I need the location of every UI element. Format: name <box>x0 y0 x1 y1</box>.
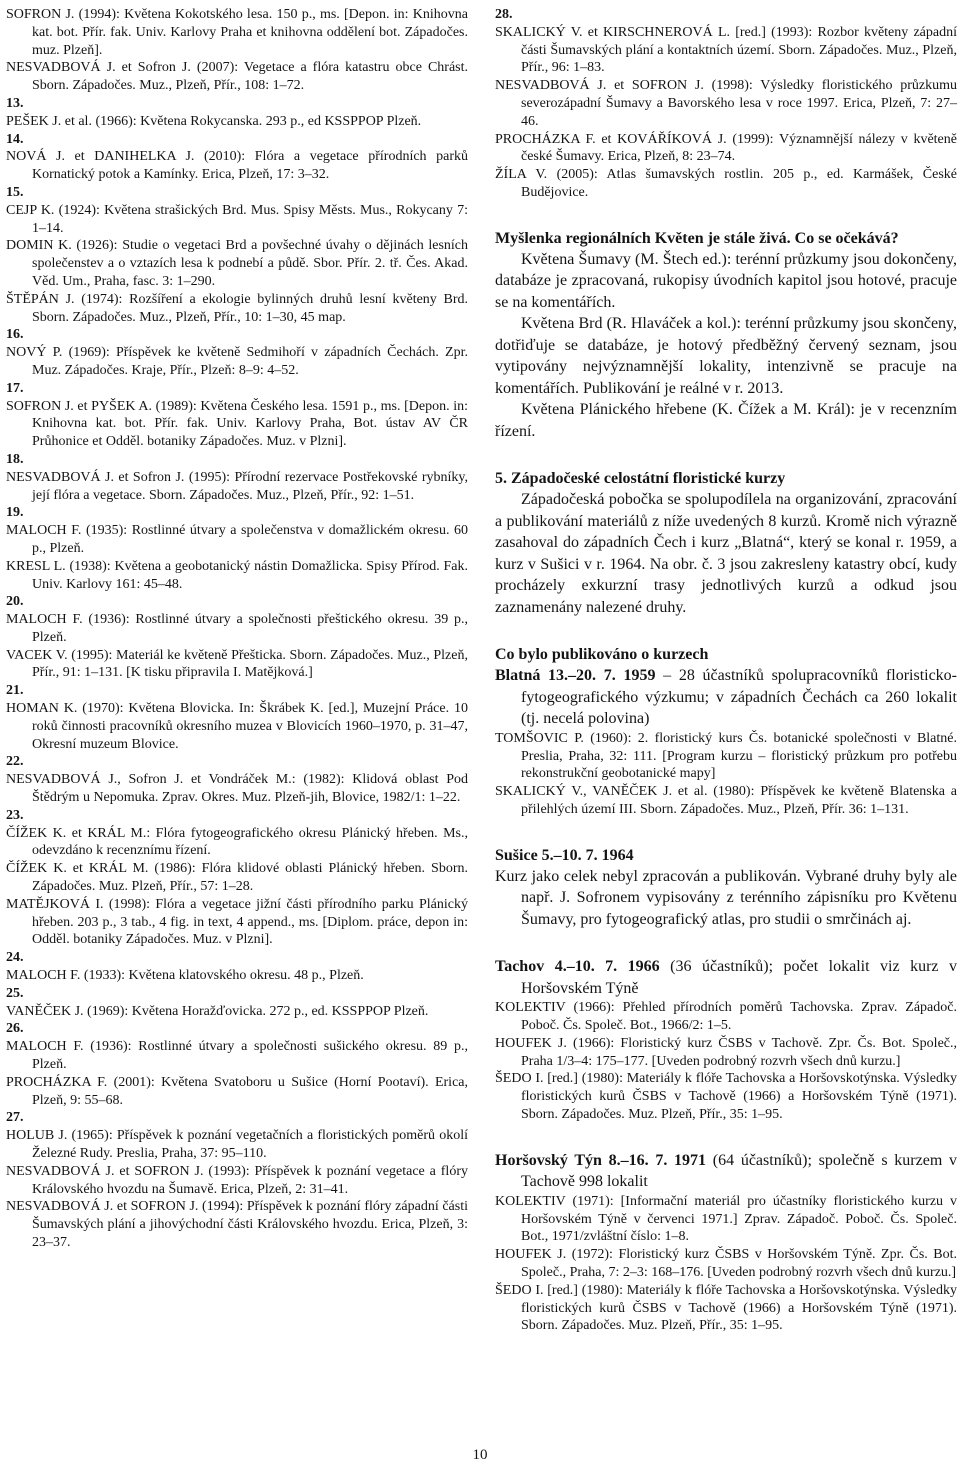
body-paragraph: Západočeská pobočka se spolupodílela na organizování, zpracování a publikování materiálů z níže uvedených 8 kurzů. Kromě nich výrazně zasahoval do západních Čech i kurz „Blatná“, který se konal r. 1959, a kurz v Sušici v r. 1964. Na obr. č. 3 jsou zakresleny katastry obcí, kudy procházely exkurzní trasy jednotlivých kurzů a odkud jsou zaznamenány nalezené druhy. <box>495 491 957 616</box>
reference-entry: KOLEKTIV (1966): Přehled přírodních poměrů Tachovska. Zprav. Západoč. Poboč. Čs. Společ. Bot., 1966/2: 1–5. <box>495 1000 957 1034</box>
section-spacer <box>495 618 957 644</box>
section-spacer <box>495 819 957 845</box>
body-paragraph: Květena Brd (R. Hlaváček a kol.): terénní průzkumy jsou skončeny, dotřiďuje se databáze, je hotový předběžný červený seznam, jsou vytipovány nejvýznamnější lokality, intenzivně se pracuje na komentářích. Publikování je reálné v r. 2013. <box>495 315 957 397</box>
reference-entry: VACEK V. (1995): Materiál ke květeně Přešticka. Sborn. Západočes. Muz., Plzeň, Přír., 91: 1–131. [K tisku připravila I. Matějková.] <box>6 647 468 681</box>
course-heading <box>495 1150 957 1193</box>
right-column <box>495 6 957 1335</box>
section-heading: Sušice 5.–10. 7. 1964 <box>495 846 634 864</box>
course-description: – 28 účastníků spolupracovníků floristicko-fytogeografického výzkumu; v západních Čechách ca 260 lokalit (tj. necelá polovina) <box>521 667 958 728</box>
section-spacer <box>495 442 957 468</box>
reference-entry: MALOCH F. (1933): Květena klatovského okresu. 48 p., Plzeň. <box>6 968 364 984</box>
reference-entry: PROCHÁZKA F. et KOVÁŘÍKOVÁ J. (1999): Významnější nálezy v květeně české Šumavy. Erica, Plzeň, 8: 23–74. <box>495 131 957 165</box>
reference-entry: ČÍŽEK K. et KRÁL M. (1986): Flóra klidové oblasti Plánický hřeben. Sborn. Západočes. Muz. Plzeň, Přír., 57: 1–28. <box>6 861 468 895</box>
reference-group-number: 23. <box>6 807 24 823</box>
section-spacer <box>495 930 957 956</box>
reference-entry: ŠTĚPÁN J. (1974): Rozšíření a ekologie bylinných druhů lesní květeny Brd. Sborn. Západočes. Muz., Plzeň, Přír., 10: 1–30, 45 map. <box>6 291 468 325</box>
reference-group-number: 19. <box>6 505 24 521</box>
reference-entry: PROCHÁZKA F. (2001): Květena Svatoboru u Sušice (Horní Pootaví). Erica, Plzeň, 9: 55–68. <box>6 1074 468 1108</box>
reference-group-number: 20. <box>6 594 24 610</box>
reference-entry: NESVADBOVÁ J. et SOFRON J. (1994): Příspěvek k poznání flóry západní části Šumavských plání a jihovýchodní části Královského hvozdu. Erica, Plzeň, 3: 23–37. <box>6 1199 468 1250</box>
reference-entry: TOMŠOVIC P. (1960): 2. floristický kurs Čs. botanické společnosti v Blatné. Preslia, Praha, 32: 111. [Program kurzu – floristický průzkum pro potřebu rekonstrukční geobotanické mapy] <box>495 730 957 782</box>
reference-entry: ČÍŽEK K. et KRÁL M.: Flóra fytogeografického okresu Plánický hřeben. Ms., odevzdáno k recenznímu řízení. <box>6 825 468 859</box>
reference-entry: HOLUB J. (1965): Příspěvek k poznání vegetačních a floristických poměrů okolí Železné Rudy. Preslia, Praha, 37: 95–110. <box>6 1128 468 1161</box>
course-title: Horšovský Týn 8.–16. 7. 1971 <box>495 1151 707 1169</box>
left-column <box>6 6 468 1252</box>
reference-entry: SKALICKÝ V., VANĚČEK J. et al. (1980): Příspěvek ke květeně Blatenska a přilehlých území III. Sborn. Západočes. Muz., Plzeň, Přír. 36: 1–131. <box>495 784 957 817</box>
reference-entry: MALOCH F. (1935): Rostlinné útvary a společenstva v domažlickém okresu. 60 p., Plzeň. <box>6 523 468 556</box>
reference-entry: NESVADBOVÁ J. et SOFRON J. (1993): Příspěvek k poznání vegetace a flóry Královského hvozdu na Šumavě. Erica, Plzeň, 2: 31–41. <box>6 1163 468 1197</box>
reference-entry: SKALICKÝ V. et KIRSCHNEROVÁ L. [red.] (1993): Rozbor květeny západní části Šumavských plání a kontaktních území. Sborn. Západočes. Muz., Plzeň, Přír., 96: 1–83. <box>495 24 957 76</box>
reference-group-number: 16. <box>6 327 24 343</box>
reference-group-number: 24. <box>6 950 24 966</box>
reference-entry: NOVÝ P. (1969): Příspěvek ke květeně Sedmihoří v západních Čechách. Zpr. Muz. Západočes. Kraje, Přír., Plzeň: 8–9: 4–52. <box>6 345 468 378</box>
reference-entry: NESVADBOVÁ J. et Sofron J. (2007): Vegetace a flóra katastru obce Chrást. Sborn. Západočes. Muz., Plzeň, Přír., 108: 1–72. <box>6 60 468 94</box>
reference-entry: HOUFEK J. (1966): Floristický kurz ČSBS v Tachově. Zpr. Čs. Bot. Společ., Praha 1/3–4: 175–177. [Uveden podrobný rozvrh všech dnů kurzu.] <box>495 1035 957 1069</box>
course-heading <box>495 665 957 730</box>
reference-entry: MATĚJKOVÁ I. (1998): Flóra a vegetace jižní části přírodního parku Plánický hřeben. 203 p., 3 tab., 4 fig. in text, 4 append., ms. [Diplom. práce, depon in: Odděl. botaniky Západočes. Muz. v Plzni]. <box>6 896 468 948</box>
course-heading <box>495 956 957 999</box>
reference-group-number: 17. <box>6 380 24 396</box>
course-title: Tachov 4.–10. 7. 1966 <box>495 958 660 976</box>
reference-group-number: 28. <box>495 7 513 22</box>
course-description: (36 účastníků); počet lokalit viz kurz v Horšovském Týně <box>521 958 958 997</box>
reference-entry: SOFRON J. (1994): Květena Kokotského lesa. 150 p., ms. [Depon. in: Knihovna kat. bot. Přír. fak. Univ. Karlovy Praha et knihovna oddělení bot. Západočes. muz. Plzeň]. <box>6 7 468 58</box>
reference-entry: CEJP K. (1924): Květena strašických Brd. Mus. Spisy Městs. Mus., Rokycany 7: 1–14. <box>6 202 468 236</box>
reference-group-number: 25. <box>6 985 24 1001</box>
reference-entry: DOMIN K. (1926): Studie o vegetaci Brd a povšechné úvahy o dějinách lesních společenstev a o vztazích lesa k podnebí a půdě. Sbor. Přír. 2. tř. Čes. Akad. Věd. Um., Praha, fasc. 3: 1–290. <box>6 238 468 289</box>
course-title: Blatná 13.–20. 7. 1959 <box>495 667 656 685</box>
reference-entry: SOFRON J. et PYŠEK A. (1989): Květena Českého lesa. 1591 p., ms. [Depon. in: Knihovna kat. bot. Přír. fak. Univ. Karlovy Praha, Bot. ústav AV ČR Průhonice et Odděl. botaniky Západočes. Muz. v Plzni]. <box>6 398 468 450</box>
reference-entry: MALOCH F. (1936): Rostlinné útvary a společnosti přeštického okresu. 39 p., Plzeň. <box>6 612 468 645</box>
reference-entry: KOLEKTIV (1971): [Informační materiál pro účastníky floristického kurzu v Horšovském Týně v červenci 1971.] Zprav. Západoč. Poboč. Čs. Společ. Bot., 1971/zvláštní číslo: 1–8. <box>495 1193 957 1245</box>
section-heading: Myšlenka regionálních Květen je stále živá. Co se očekává? <box>495 229 899 247</box>
page-number: 10 <box>472 1447 488 1463</box>
course-description: Kurz jako celek nebyl zpracován a publikován. Vybrané druhy byly ale např. J. Sofronem vypisovány z terénního zápisníku pro Květenu Šumavy, pro fytogeografický atlas, pro studii o smrčinách aj. <box>495 867 957 928</box>
reference-entry: KRESL L. (1938): Květena a geobotanický nástin Domažlicka. Spisy Přírod. Fak. Univ. Karlovy 161: 45–48. <box>6 558 468 592</box>
course-heading <box>495 866 957 931</box>
reference-group-number: 15. <box>6 184 24 200</box>
reference-entry: HOMAN K. (1970): Květena Blovicka. In: Škrábek K. [ed.], Muzejní Práce. 10 roků činnosti pracovníků okresního muzea v Blovicích 1960–1970, p. 31–47, Okresní muzeum Blovice. <box>6 701 468 752</box>
reference-entry: NESVADBOVÁ J. et SOFRON J. (1998): Výsledky floristického průzkumu severozápadní Šumavy a Bavorského lesa v roce 1997. Erica, Plzeň, 7: 27–46. <box>495 78 957 129</box>
section-heading: 5. Západočeské celostátní floristické kurzy <box>495 470 786 488</box>
reference-group-number: 13. <box>6 95 24 111</box>
reference-group-number: 14. <box>6 131 24 147</box>
reference-entry: NESVADBOVÁ J., Sofron J. et Vondráček M.: (1982): Klidová oblast Pod Štědrým u Nepomuka. Zprav. Okres. Muz. Plzeň-jih, Blovice, 1982/1: 1–22. <box>6 772 468 806</box>
reference-group-number: 22. <box>6 754 24 770</box>
reference-group-number: 27. <box>6 1110 24 1126</box>
reference-entry: MALOCH F. (1936): Rostlinné útvary a společnosti sušického okresu. 89 p., Plzeň. <box>6 1039 468 1073</box>
section-spacer <box>495 202 957 228</box>
course-description: (64 účastníků); společně s kurzem v Tachově 998 lokalit <box>521 1151 957 1191</box>
reference-group-number: 18. <box>6 451 24 467</box>
reference-entry: ŽÍLA V. (2005): Atlas šumavských rostlin. 205 p., ed. Karmášek, České Budějovice. <box>495 167 957 200</box>
reference-group-number: 26. <box>6 1021 24 1037</box>
reference-entry: VANĚČEK J. (1969): Květena Horažďovicka. 272 p., ed. KSSPPOP Plzeň. <box>6 1003 429 1019</box>
section-spacer <box>495 1124 957 1150</box>
reference-entry: HOUFEK J. (1972): Floristický kurz ČSBS v Horšovském Týně. Zpr. Čs. Bot. Společ., Praha, 7: 2–3: 168–176. [Uveden podrobný rozvrh všech dnů kurzu.] <box>495 1247 957 1281</box>
reference-entry: PEŠEK J. et al. (1966): Květena Rokycanska. 293 p., ed KSSPPOP Plzeň. <box>6 113 422 129</box>
reference-entry: NOVÁ J. et DANIHELKA J. (2010): Flóra a vegetace přírodních parků Kornatický potok a Kamínky. Erica, Plzeň, 17: 3–32. <box>6 149 468 183</box>
reference-group-number: 21. <box>6 683 24 699</box>
section-heading: Co bylo publikováno o kurzech <box>495 646 709 664</box>
reference-entry: ŠEDO I. [red.] (1980): Materiály k flóře Tachovska a Horšovskotýnska. Výsledky floristických kurů ČSBS v Tachově (1966) a Horšovském Týně (1971). Sborn. Západočes. Muz. Plzeň, Přír., 35: 1–95. <box>495 1071 957 1123</box>
body-paragraph: Květena Plánického hřebene (K. Čížek a M. Král): je v recenzním řízení. <box>495 401 957 440</box>
reference-entry: NESVADBOVÁ J. et Sofron J. (1995): Přírodní rezervace Postřekovské rybníky, její flóra a vegetace. Sborn. Západočes. Muz., Plzeň, Přír., 92: 1–51. <box>6 469 468 503</box>
reference-entry: ŠEDO I. [red.] (1980): Materiály k flóře Tachovska a Horšovskotýnska. Výsledky floristických kurů ČSBS v Tachově (1966) a Horšovském Týně (1971). Sborn. Západočes. Muz. Plzeň, Přír., 35: 1–95. <box>495 1282 957 1334</box>
body-paragraph: Květena Šumavy (M. Štech ed.): terénní průzkumy jsou dokončeny, databáze je zpracovaná, rukopisy úvodních kapitol jsou hotové, pracuje se na komentářích. <box>495 250 957 311</box>
